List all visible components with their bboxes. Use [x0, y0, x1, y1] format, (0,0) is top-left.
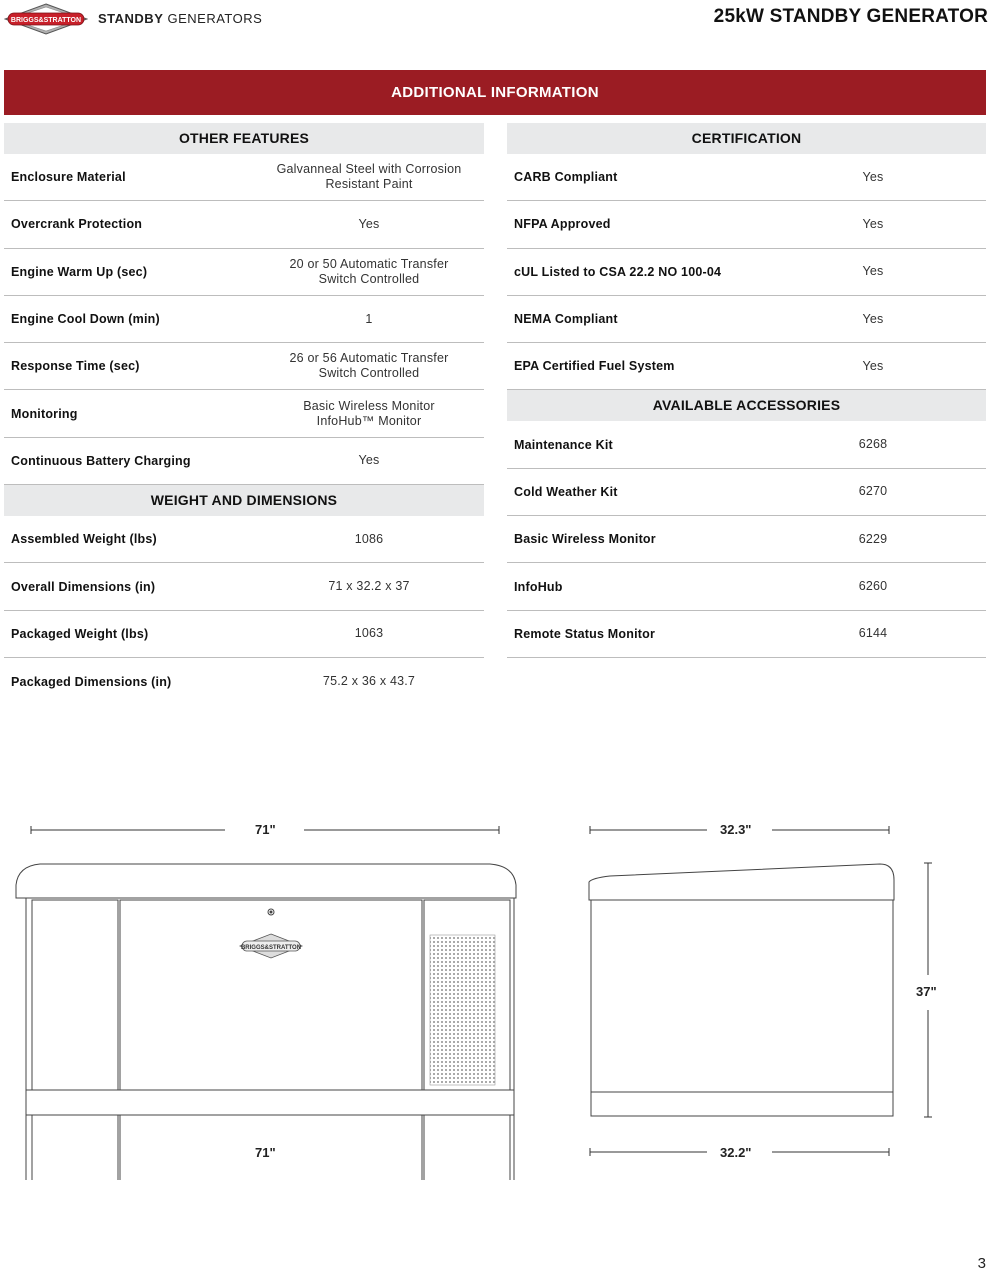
table-row [4, 343, 484, 390]
value-line: 26 or 56 Automatic Transfer [289, 351, 449, 366]
table-row [4, 658, 484, 705]
briggs-stratton-logo [4, 3, 88, 35]
row-value [254, 217, 484, 232]
table-row [4, 516, 484, 563]
value-line: InfoHub™ Monitor [316, 413, 422, 428]
front-bottom-width-label: 71" [255, 1145, 276, 1160]
table-row [4, 296, 484, 343]
brand-line [98, 11, 262, 26]
row-label: NFPA Approved [514, 217, 611, 232]
row-value [760, 264, 986, 279]
row-value [760, 312, 986, 327]
table-row [507, 249, 986, 296]
table-row [507, 421, 986, 468]
value-line: 6144 [858, 626, 888, 641]
logo-text: BRIGGS&STRATTON [10, 17, 82, 24]
other-features-table [4, 154, 484, 485]
row-label: Overcrank Protection [11, 217, 143, 232]
table-row [507, 201, 986, 248]
value-line: 6270 [858, 484, 888, 499]
row-value [254, 674, 484, 689]
value-line: 6229 [858, 531, 888, 546]
row-label: Response Time (sec) [11, 359, 140, 374]
brand-light: GENERATORS [167, 11, 263, 26]
row-label: Packaged Dimensions (in) [11, 674, 172, 689]
table-row [4, 438, 484, 485]
brand-bold: STANDBY [98, 11, 164, 26]
row-value [760, 437, 986, 452]
row-value [760, 626, 986, 641]
value-line: Yes [862, 264, 884, 279]
table-row [4, 563, 484, 610]
accessories-heading: AVAILABLE ACCESSORIES [507, 390, 986, 421]
row-label: InfoHub [514, 579, 563, 594]
dimension-drawings [0, 800, 1000, 1180]
value-line: Yes [862, 311, 884, 326]
value-line: Yes [862, 216, 884, 231]
value-line: 71 x 32.2 x 37 [328, 579, 410, 594]
value-line: 6268 [858, 437, 888, 452]
front-vent-grille [430, 935, 495, 1085]
value-line: Galvanneal Steel with Corrosion [276, 162, 462, 177]
row-label: Cold Weather Kit [514, 484, 618, 499]
value-line: 1 [365, 311, 373, 326]
table-row [4, 249, 484, 296]
row-value [254, 351, 484, 381]
table-row [4, 390, 484, 437]
row-value [254, 399, 484, 429]
front-top-width-label: 71" [255, 822, 276, 837]
row-value [254, 453, 484, 468]
value-line: 6260 [858, 579, 888, 594]
page-number: 3 [977, 1255, 986, 1272]
value-line: Resistant Paint [325, 177, 413, 192]
row-label: Enclosure Material [11, 170, 126, 185]
row-label: Remote Status Monitor [514, 626, 656, 641]
row-label: NEMA Compliant [514, 312, 618, 327]
table-row [507, 516, 986, 563]
row-value [760, 532, 986, 547]
left-column [4, 123, 484, 705]
value-line: Yes [862, 358, 884, 373]
row-label: Overall Dimensions (in) [11, 579, 156, 594]
row-value [254, 532, 484, 547]
value-line: 20 or 50 Automatic Transfer [289, 256, 449, 271]
other-features-heading: OTHER FEATURES [4, 123, 484, 154]
row-label: Engine Warm Up (sec) [11, 264, 148, 279]
table-row [4, 154, 484, 201]
row-value [760, 359, 986, 374]
value-line: Switch Controlled [318, 366, 420, 381]
table-row [507, 611, 986, 658]
table-row [4, 611, 484, 658]
row-value [254, 579, 484, 594]
row-label: Maintenance Kit [514, 437, 613, 452]
row-label: CARB Compliant [514, 170, 618, 185]
value-line: 1086 [354, 531, 384, 546]
table-row [4, 201, 484, 248]
unit-logo-text: BRIGGS&STRATTON [240, 945, 302, 951]
generator-drawings-svg [0, 800, 1000, 1180]
row-label: Engine Cool Down (min) [11, 312, 160, 327]
table-row [507, 469, 986, 516]
row-label: Monitoring [11, 406, 78, 421]
certification-table [507, 154, 986, 390]
row-value [760, 217, 986, 232]
document-title: 25kW STANDBY GENERATOR [713, 6, 988, 27]
side-bottom-depth-label: 32.2" [720, 1145, 752, 1160]
page-header [0, 0, 1000, 40]
row-value [760, 170, 986, 185]
row-value [254, 312, 484, 327]
additional-information-banner: ADDITIONAL INFORMATION [4, 70, 986, 115]
table-row [507, 563, 986, 610]
row-value [254, 257, 484, 287]
value-line: 1063 [354, 626, 384, 641]
right-column [507, 123, 986, 658]
certification-heading: CERTIFICATION [507, 123, 986, 154]
value-line: 75.2 x 36 x 43.7 [322, 674, 416, 689]
weight-dimensions-table [4, 516, 484, 705]
value-line: Yes [862, 169, 884, 184]
row-value [254, 162, 484, 192]
weight-dimensions-heading: WEIGHT AND DIMENSIONS [4, 485, 484, 516]
side-top-depth-label: 32.3" [720, 822, 752, 837]
value-line: Yes [358, 453, 380, 468]
row-label: Packaged Weight (lbs) [11, 626, 149, 641]
row-value [254, 626, 484, 641]
row-label: Basic Wireless Monitor [514, 532, 656, 547]
row-label: cUL Listed to CSA 22.2 NO 100-04 [514, 264, 722, 279]
row-label: Continuous Battery Charging [11, 453, 191, 468]
row-label: EPA Certified Fuel System [514, 359, 675, 374]
value-line: Yes [358, 216, 380, 231]
row-value [760, 579, 986, 594]
generator-side-view [589, 864, 894, 1116]
side-height-label: 37" [916, 984, 937, 999]
row-value [760, 484, 986, 499]
table-row [507, 296, 986, 343]
value-line: Switch Controlled [318, 271, 420, 286]
accessories-table [507, 421, 986, 657]
row-label: Assembled Weight (lbs) [11, 532, 157, 547]
table-row [507, 154, 986, 201]
value-line: Basic Wireless Monitor [303, 398, 435, 413]
table-row [507, 343, 986, 390]
